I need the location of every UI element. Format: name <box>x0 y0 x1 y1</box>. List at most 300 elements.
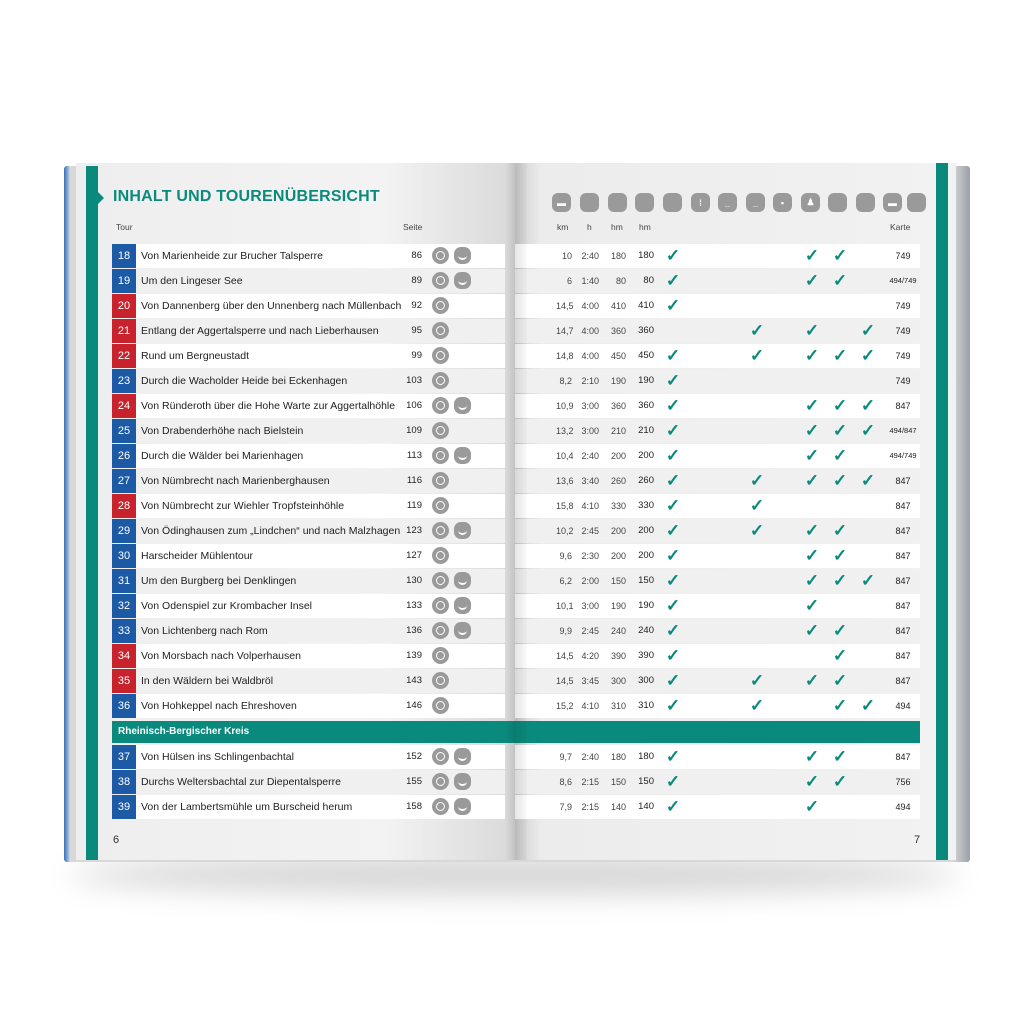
check-icon: ✓ <box>832 671 848 690</box>
time-icon <box>432 297 449 314</box>
check-icon: ✓ <box>832 396 848 415</box>
table-row[interactable] <box>112 619 920 643</box>
category-icon-12 <box>856 193 875 212</box>
time-icon <box>432 322 449 339</box>
table-row[interactable] <box>112 444 920 468</box>
kids-icon <box>454 397 471 414</box>
section-header <box>112 721 920 743</box>
page-ref: 136 <box>406 625 422 636</box>
map-number: 847 <box>895 401 911 411</box>
time-icon <box>432 697 449 714</box>
table-row[interactable] <box>112 770 920 794</box>
check-icon: ✓ <box>832 571 848 590</box>
ascent-hm: 80 <box>615 276 626 286</box>
map-number: 749 <box>895 301 911 311</box>
duration-hours: 2:30 <box>581 551 599 561</box>
check-icon: ✓ <box>804 621 820 640</box>
kids-icon <box>454 247 471 264</box>
map-number: 847 <box>895 676 911 686</box>
tour-title: Von Drabenderhöhe nach Bielstein <box>141 425 304 437</box>
time-icon <box>432 572 449 589</box>
map-number: 749 <box>895 326 911 336</box>
tour-title: Von Ründeroth über die Hohe Warte zur Aggertalhöhle <box>141 400 396 412</box>
distance-km: 9,7 <box>559 752 572 762</box>
tour-title: Von Morsbach nach Volperhausen <box>141 650 301 662</box>
time-icon <box>432 647 449 664</box>
ascent-hm: 200 <box>610 526 626 536</box>
check-icon: ✓ <box>804 346 820 365</box>
map-number: 847 <box>895 576 911 586</box>
page-ref: 92 <box>411 300 422 311</box>
table-row[interactable] <box>112 494 920 518</box>
ascent-hm: 360 <box>610 401 626 411</box>
distance-km: 15,8 <box>556 501 574 511</box>
map-number: 494 <box>895 802 911 812</box>
check-icon: ✓ <box>665 596 681 615</box>
distance-km: 8,2 <box>559 376 572 386</box>
category-icon-10: ♟ <box>801 193 820 212</box>
ascent-hm: 150 <box>610 576 626 586</box>
distance-km: 6 <box>566 276 572 286</box>
check-icon: ✓ <box>832 696 848 715</box>
page-ref: 95 <box>411 325 422 336</box>
check-icon: ✓ <box>665 446 681 465</box>
section-title: Rheinisch-Bergischer Kreis <box>118 726 250 737</box>
check-icon: ✓ <box>832 546 848 565</box>
time-icon <box>432 422 449 439</box>
duration-hours: 3:00 <box>581 426 599 436</box>
check-icon: ✓ <box>804 596 820 615</box>
table-row[interactable] <box>112 745 920 769</box>
ascent-hm: 450 <box>610 351 626 361</box>
descent-hm: 310 <box>638 700 654 711</box>
distance-km: 10 <box>561 251 572 261</box>
kids-icon <box>454 572 471 589</box>
tour-title: Um den Burgberg bei Denklingen <box>141 575 297 587</box>
ascent-hm: 150 <box>610 777 626 787</box>
map-number: 749 <box>895 376 911 386</box>
check-icon: ✓ <box>665 747 681 766</box>
distance-km: 9,6 <box>559 551 572 561</box>
table-row[interactable] <box>112 394 920 418</box>
kids-icon <box>454 773 471 790</box>
descent-hm: 210 <box>638 425 654 436</box>
check-icon: ✓ <box>860 471 876 490</box>
distance-km: 8,6 <box>559 777 572 787</box>
tour-number: 22 <box>112 344 136 368</box>
check-icon: ✓ <box>804 271 820 290</box>
page-ref: 106 <box>406 400 422 411</box>
distance-km: 14,8 <box>556 351 574 361</box>
check-icon: ✓ <box>832 246 848 265</box>
check-icon: ✓ <box>665 696 681 715</box>
table-row[interactable] <box>112 469 920 493</box>
map-number: 494 <box>895 701 911 711</box>
row-background-right <box>515 294 920 318</box>
tour-title: Entlang der Aggertalsperre und nach Lieberhausen <box>141 325 379 337</box>
row-background-right <box>515 594 920 618</box>
duration-hours: 4:10 <box>581 701 599 711</box>
distance-km: 14,7 <box>556 326 574 336</box>
distance-km: 13,6 <box>556 476 574 486</box>
time-icon <box>432 272 449 289</box>
page-ref: 139 <box>406 650 422 661</box>
table-row[interactable] <box>112 644 920 668</box>
duration-hours: 4:00 <box>581 301 599 311</box>
kids-icon <box>454 522 471 539</box>
time-icon <box>432 472 449 489</box>
tour-number: 29 <box>112 519 136 543</box>
distance-km: 9,9 <box>559 626 572 636</box>
kids-icon <box>454 447 471 464</box>
tour-number: 19 <box>112 269 136 293</box>
check-icon: ✓ <box>665 671 681 690</box>
tour-number: 35 <box>112 669 136 693</box>
tour-title: Um den Lingeser See <box>141 275 243 287</box>
page-ref: 89 <box>411 275 422 286</box>
check-icon: ✓ <box>749 696 765 715</box>
ascent-hm: 210 <box>610 426 626 436</box>
left-accent-bar <box>86 166 98 860</box>
check-icon: ✓ <box>665 496 681 515</box>
ascent-hm: 190 <box>610 601 626 611</box>
check-icon: ✓ <box>860 396 876 415</box>
page-ref: 127 <box>406 550 422 561</box>
check-icon: ✓ <box>832 521 848 540</box>
distance-km: 13,2 <box>556 426 574 436</box>
descent-hm: 190 <box>638 600 654 611</box>
check-icon: ✓ <box>665 772 681 791</box>
kids-icon <box>454 798 471 815</box>
descent-hm: 200 <box>638 450 654 461</box>
map-number: 749 <box>895 351 911 361</box>
row-background-right <box>515 544 920 568</box>
table-row[interactable] <box>112 344 920 368</box>
time-icon <box>432 397 449 414</box>
tour-number: 36 <box>112 694 136 718</box>
tour-title: Von Nümbrecht nach Marienberghausen <box>141 475 330 487</box>
tour-number: 18 <box>112 244 136 268</box>
duration-hours: 3:00 <box>581 401 599 411</box>
descent-hm: 200 <box>638 525 654 536</box>
tour-number: 24 <box>112 394 136 418</box>
row-background-right <box>515 770 920 794</box>
tour-number: 28 <box>112 494 136 518</box>
row-background-right <box>515 494 920 518</box>
duration-hours: 2:10 <box>581 376 599 386</box>
ascent-hm: 140 <box>610 802 626 812</box>
page-ref: 146 <box>406 700 422 711</box>
category-icon-5 <box>663 193 682 212</box>
category-icon-8: _ <box>746 193 765 212</box>
tour-title: Von Ödinghausen zum „Lindchen“ und nach Malzhagen <box>141 525 401 537</box>
descent-hm: 140 <box>638 801 654 812</box>
duration-hours: 2:40 <box>581 251 599 261</box>
row-background-right <box>515 269 920 293</box>
duration-hours: 2:15 <box>581 802 599 812</box>
page-ref: 109 <box>406 425 422 436</box>
check-icon: ✓ <box>804 321 820 340</box>
descent-hm: 360 <box>638 325 654 336</box>
check-icon: ✓ <box>804 396 820 415</box>
page-ref: 143 <box>406 675 422 686</box>
map-number: 847 <box>895 551 911 561</box>
table-row[interactable] <box>112 669 920 693</box>
table-row[interactable] <box>112 795 920 819</box>
check-icon: ✓ <box>804 571 820 590</box>
category-icon-14 <box>907 193 926 212</box>
row-background-right <box>515 745 920 769</box>
tour-title: Von Dannenberg über den Unnenberg nach Müllenbach <box>141 300 402 312</box>
descent-hm: 450 <box>638 350 654 361</box>
duration-hours: 2:45 <box>581 526 599 536</box>
row-background-right <box>515 669 920 693</box>
map-number: 749 <box>895 251 911 261</box>
table-row[interactable] <box>112 419 920 443</box>
check-icon: ✓ <box>832 621 848 640</box>
time-icon <box>432 773 449 790</box>
page-ref: 103 <box>406 375 422 386</box>
descent-hm: 150 <box>638 575 654 586</box>
table-row[interactable] <box>112 294 920 318</box>
map-number: 847 <box>895 526 911 536</box>
distance-km: 7,9 <box>559 802 572 812</box>
map-number: 847 <box>895 501 911 511</box>
time-icon <box>432 247 449 264</box>
page-ref: 123 <box>406 525 422 536</box>
page-ref: 116 <box>406 475 422 486</box>
tour-number: 32 <box>112 594 136 618</box>
check-icon: ✓ <box>832 271 848 290</box>
descent-hm: 410 <box>638 300 654 311</box>
time-icon <box>432 597 449 614</box>
distance-km: 14,5 <box>556 651 574 661</box>
time-icon <box>432 672 449 689</box>
check-icon: ✓ <box>665 296 681 315</box>
tour-title: Rund um Bergneustadt <box>141 350 249 362</box>
tour-number: 21 <box>112 319 136 343</box>
ascent-hm: 180 <box>610 752 626 762</box>
time-icon <box>432 347 449 364</box>
map-number: 494/749 <box>889 451 917 460</box>
category-icon-row <box>552 193 922 213</box>
distance-km: 6,2 <box>559 576 572 586</box>
duration-hours: 1:40 <box>581 276 599 286</box>
page-ref: 155 <box>406 776 422 787</box>
page-ref: 99 <box>411 350 422 361</box>
tour-number: 26 <box>112 444 136 468</box>
descent-hm: 330 <box>638 500 654 511</box>
check-icon: ✓ <box>832 471 848 490</box>
tour-number: 27 <box>112 469 136 493</box>
check-icon: ✓ <box>804 421 820 440</box>
check-icon: ✓ <box>749 346 765 365</box>
page-ref: 86 <box>411 250 422 261</box>
duration-hours: 4:00 <box>581 351 599 361</box>
table-row[interactable] <box>112 519 920 543</box>
table-row[interactable] <box>112 244 920 268</box>
distance-km: 10,2 <box>556 526 574 536</box>
descent-hm: 200 <box>638 550 654 561</box>
ascent-hm: 190 <box>610 376 626 386</box>
check-icon: ✓ <box>860 321 876 340</box>
check-icon: ✓ <box>665 371 681 390</box>
map-number: 847 <box>895 651 911 661</box>
time-icon <box>432 622 449 639</box>
ascent-hm: 240 <box>610 626 626 636</box>
ascent-hm: 390 <box>610 651 626 661</box>
page-title: INHALT UND TOURENÜBERSICHT <box>113 188 380 205</box>
check-icon: ✓ <box>749 471 765 490</box>
descent-hm: 300 <box>638 675 654 686</box>
check-icon: ✓ <box>804 747 820 766</box>
check-icon: ✓ <box>665 396 681 415</box>
check-icon: ✓ <box>665 797 681 816</box>
ascent-hm: 410 <box>610 301 626 311</box>
tour-title: Von Odenspiel zur Krombacher Insel <box>141 600 313 612</box>
category-icon-13: ▬ <box>883 193 902 212</box>
duration-hours: 3:45 <box>581 676 599 686</box>
row-background-right <box>515 795 920 819</box>
time-icon <box>432 798 449 815</box>
header-seite: Seite <box>403 222 423 232</box>
ascent-hm: 200 <box>610 451 626 461</box>
category-icon-3 <box>608 193 627 212</box>
category-icon-11 <box>828 193 847 212</box>
tour-number: 34 <box>112 644 136 668</box>
descent-hm: 180 <box>638 250 654 261</box>
check-icon: ✓ <box>804 772 820 791</box>
header-hm-down: hm <box>639 222 651 232</box>
page-ref: 119 <box>406 500 422 511</box>
check-icon: ✓ <box>832 346 848 365</box>
map-number: 494/847 <box>889 426 917 435</box>
tour-number: 20 <box>112 294 136 318</box>
ascent-hm: 200 <box>610 551 626 561</box>
page-number-right: 7 <box>914 834 921 846</box>
map-number: 494/749 <box>889 276 917 285</box>
kids-icon <box>454 622 471 639</box>
time-icon <box>432 522 449 539</box>
map-number: 847 <box>895 476 911 486</box>
duration-hours: 4:20 <box>581 651 599 661</box>
ascent-hm: 300 <box>610 676 626 686</box>
check-icon: ✓ <box>804 246 820 265</box>
tour-title: Von der Lambertsmühle um Burscheid herum <box>141 801 353 813</box>
duration-hours: 3:00 <box>581 601 599 611</box>
tour-number: 39 <box>112 795 136 819</box>
distance-km: 10,9 <box>556 401 574 411</box>
row-background-right <box>515 619 920 643</box>
map-number: 756 <box>895 777 911 787</box>
row-background-right <box>515 519 920 543</box>
check-icon: ✓ <box>860 696 876 715</box>
distance-km: 14,5 <box>556 676 574 686</box>
category-icon-4 <box>635 193 654 212</box>
check-icon: ✓ <box>832 421 848 440</box>
descent-hm: 190 <box>638 375 654 386</box>
table-row[interactable] <box>112 694 920 718</box>
page-ref: 113 <box>406 450 422 461</box>
check-icon: ✓ <box>832 646 848 665</box>
ascent-hm: 310 <box>610 701 626 711</box>
tour-number: 37 <box>112 745 136 769</box>
row-background-right <box>515 644 920 668</box>
tour-title: Von Hohkeppel nach Ehreshoven <box>141 700 297 712</box>
check-icon: ✓ <box>665 346 681 365</box>
table-row[interactable] <box>112 269 920 293</box>
ascent-hm: 180 <box>610 251 626 261</box>
header-karte: Karte <box>890 222 911 232</box>
header-h: h <box>587 222 592 232</box>
duration-hours: 2:40 <box>581 451 599 461</box>
distance-km: 14,5 <box>556 301 574 311</box>
check-icon: ✓ <box>860 346 876 365</box>
tour-title: Durchs Weltersbachtal zur Diepentalsperre <box>141 776 341 788</box>
table-row[interactable] <box>112 544 920 568</box>
page-ref: 130 <box>406 575 422 586</box>
tour-title: Von Marienheide zur Brucher Talsperre <box>141 250 323 262</box>
category-icon-2 <box>580 193 599 212</box>
check-icon: ✓ <box>832 446 848 465</box>
check-icon: ✓ <box>804 671 820 690</box>
check-icon: ✓ <box>665 246 681 265</box>
duration-hours: 2:00 <box>581 576 599 586</box>
ascent-hm: 260 <box>610 476 626 486</box>
descent-hm: 360 <box>638 400 654 411</box>
table-row[interactable] <box>112 569 920 593</box>
check-icon: ✓ <box>665 521 681 540</box>
check-icon: ✓ <box>860 571 876 590</box>
check-icon: ✓ <box>832 772 848 791</box>
table-row[interactable] <box>112 319 920 343</box>
check-icon: ✓ <box>665 621 681 640</box>
tour-title: Von Hülsen ins Schlingenbachtal <box>141 751 294 763</box>
distance-km: 10,4 <box>556 451 574 461</box>
tour-title: Von Nümbrecht zur Wiehler Tropfsteinhöhle <box>141 500 345 512</box>
row-background-right <box>515 369 920 393</box>
map-number: 847 <box>895 601 911 611</box>
tour-title: Durch die Wälder bei Marienhagen <box>141 450 304 462</box>
table-row[interactable] <box>112 594 920 618</box>
kids-icon <box>454 597 471 614</box>
page-ref: 133 <box>406 600 422 611</box>
check-icon: ✓ <box>749 321 765 340</box>
tour-number: 33 <box>112 619 136 643</box>
time-icon <box>432 372 449 389</box>
header-km: km <box>557 222 569 232</box>
right-accent-bar <box>936 163 948 860</box>
row-background-right <box>515 444 920 468</box>
table-row[interactable] <box>112 369 920 393</box>
descent-hm: 260 <box>638 475 654 486</box>
category-icon-6: ⁞ <box>691 193 710 212</box>
descent-hm: 180 <box>638 751 654 762</box>
time-icon <box>432 447 449 464</box>
tour-number: 23 <box>112 369 136 393</box>
duration-hours: 4:00 <box>581 326 599 336</box>
tour-title: Harscheider Mühlentour <box>141 550 254 562</box>
page-number-left: 6 <box>113 834 120 846</box>
row-background-right <box>515 244 920 268</box>
check-icon: ✓ <box>665 546 681 565</box>
duration-hours: 2:15 <box>581 777 599 787</box>
header-hm-up: hm <box>611 222 623 232</box>
page-ref: 158 <box>406 801 422 812</box>
time-icon <box>432 748 449 765</box>
check-icon: ✓ <box>665 646 681 665</box>
check-icon: ✓ <box>749 521 765 540</box>
